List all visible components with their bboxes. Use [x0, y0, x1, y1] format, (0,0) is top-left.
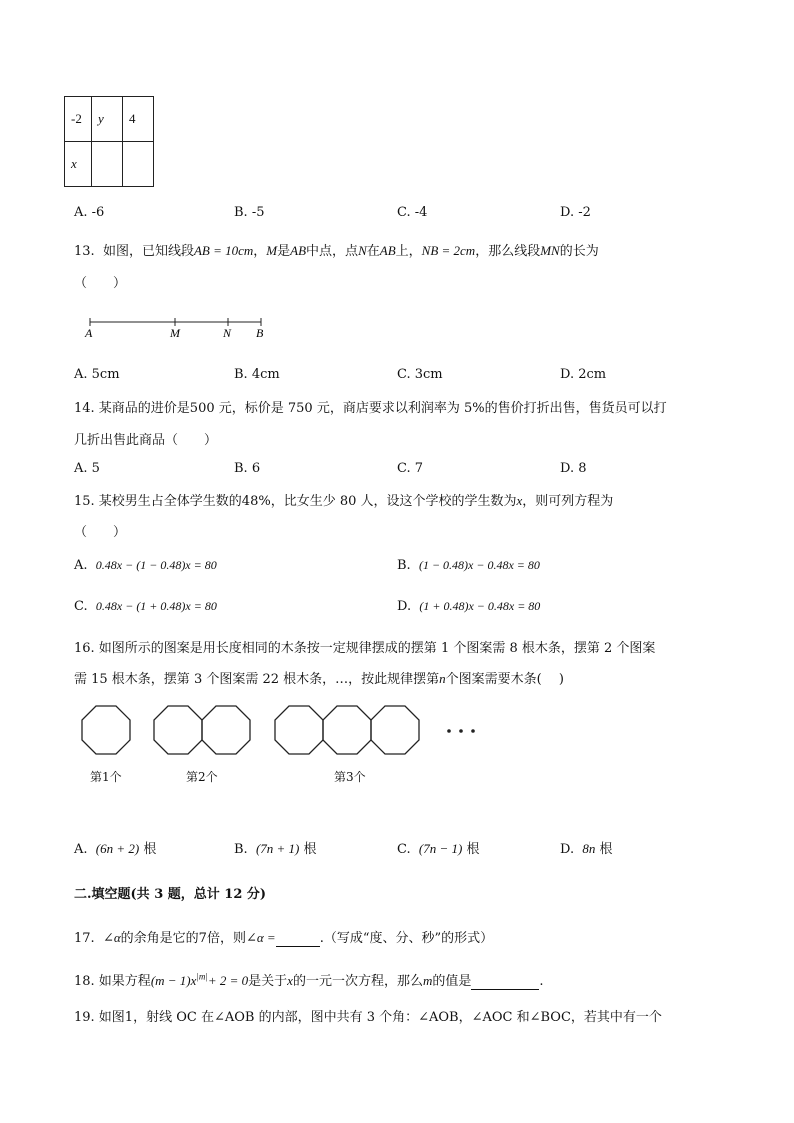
- q16-caption-1: 第1个: [90, 770, 122, 784]
- q16-caption-2: 第2个: [186, 770, 218, 784]
- q16-octagon-figure: [70, 700, 490, 795]
- grid-cell: [123, 142, 154, 187]
- q18-stem: 18. 如果方程$(m - 1)x^{|m|}+ 2 = 0$是关于x的一元一次方程，那么m的值是 .: [74, 971, 544, 989]
- label-n: N: [223, 326, 232, 340]
- q16-option-d: D. 8n 根: [560, 841, 613, 857]
- q13-option-a: A. 5cm: [74, 367, 120, 382]
- q16-option-a: A. (6n + 2) 根: [74, 841, 157, 857]
- q14-option-b: B. 6: [234, 461, 261, 476]
- number-grid: [64, 96, 154, 187]
- q13-segment-figure: [80, 315, 280, 343]
- q19-stem-line1: 19. 如图1，射线 OC 在∠AOB 的内部，图中共有 3 个角：∠AOB，∠AOC 和∠BOC，若其中有一个: [74, 1010, 662, 1025]
- section-heading: 二.填空题(共 3 题，总计 12 分): [74, 887, 267, 902]
- q15-stem-line1: 15. 某校男生占全体学生数的48%，比女生少 80 人，设这个学校的学生数为x，则可列方程为: [74, 493, 614, 509]
- q16-caption-3: 第3个: [334, 770, 366, 784]
- q15-option-a: A. 0.48x − (1 − 0.48)x = 80: [74, 558, 217, 573]
- q16-stem-line1: 16. 如图所示的图案是用长度相同的木条按一定规律摆成的摆第 1 个图案需 8 根木条，摆第 2 个图案: [74, 641, 656, 656]
- octagon-3c: [371, 706, 419, 754]
- q16-stem-line2: 需 15 根木条，摆第 3 个图案需 22 根木条，…，按此规律摆第n个图案需要木条( ): [74, 671, 564, 687]
- label-b: B: [256, 326, 264, 340]
- q15-paren: （ ）: [74, 525, 127, 540]
- q14-stem-line2: 几折出售此商品（ ）: [74, 433, 218, 448]
- answer-blank[interactable]: [471, 974, 539, 990]
- grid-cell: x: [65, 142, 92, 187]
- q13-option-c: C. 3cm: [397, 367, 443, 382]
- q14-stem-line1: 14. 某商品的进价是500 元，标价是 750 元，商店要求以利润率为 5%的售价打折出售，售货员可以打: [74, 401, 667, 416]
- octagon-3b: [323, 706, 371, 754]
- q17-stem: 17. ∠α的余角是它的7倍，则∠α = .（写成“度、分、秒”的形式）: [74, 930, 494, 946]
- label-m: M: [170, 326, 180, 340]
- q12-option-b: B. -5: [234, 205, 265, 220]
- q12-option-c: C. -4: [397, 205, 428, 220]
- q16-option-b: B. (7n + 1) 根: [234, 841, 317, 857]
- octagon-2b: [202, 706, 250, 754]
- q16-option-c: C. (7n − 1) 根: [397, 841, 480, 857]
- octagon-2a: [154, 706, 202, 754]
- grid-cell: [92, 142, 123, 187]
- q15-option-d: D. (1 + 0.48)x − 0.48x = 80: [397, 599, 541, 614]
- q12-option-a: A. -6: [74, 205, 105, 220]
- q15-option-c: C. 0.48x − (1 + 0.48)x = 80: [74, 599, 217, 614]
- q14-option-a: A. 5: [74, 461, 100, 476]
- q13-stem: 13. 如图，已知线段AB = 10cm，M是AB中点，点N在AB上，NB = 2cm，那么线段MN的长为: [74, 243, 599, 259]
- q12-option-d: D. -2: [560, 205, 591, 220]
- label-a: A: [85, 326, 93, 340]
- q14-option-c: C. 7: [397, 461, 424, 476]
- grid-cell: 4: [123, 97, 154, 142]
- octagon-1: [82, 706, 130, 754]
- octagon-3a: [275, 706, 323, 754]
- q13-option-b: B. 4cm: [234, 367, 280, 382]
- grid-cell: y: [92, 97, 123, 142]
- ellipsis-dots: [447, 729, 475, 733]
- grid-cell: -2: [65, 97, 92, 142]
- q15-option-b: B. (1 − 0.48)x − 0.48x = 80: [397, 558, 540, 573]
- answer-blank[interactable]: [276, 931, 320, 947]
- q14-option-d: D. 8: [560, 461, 587, 476]
- q13-paren: （ ）: [74, 276, 127, 291]
- q13-option-d: D. 2cm: [560, 367, 607, 382]
